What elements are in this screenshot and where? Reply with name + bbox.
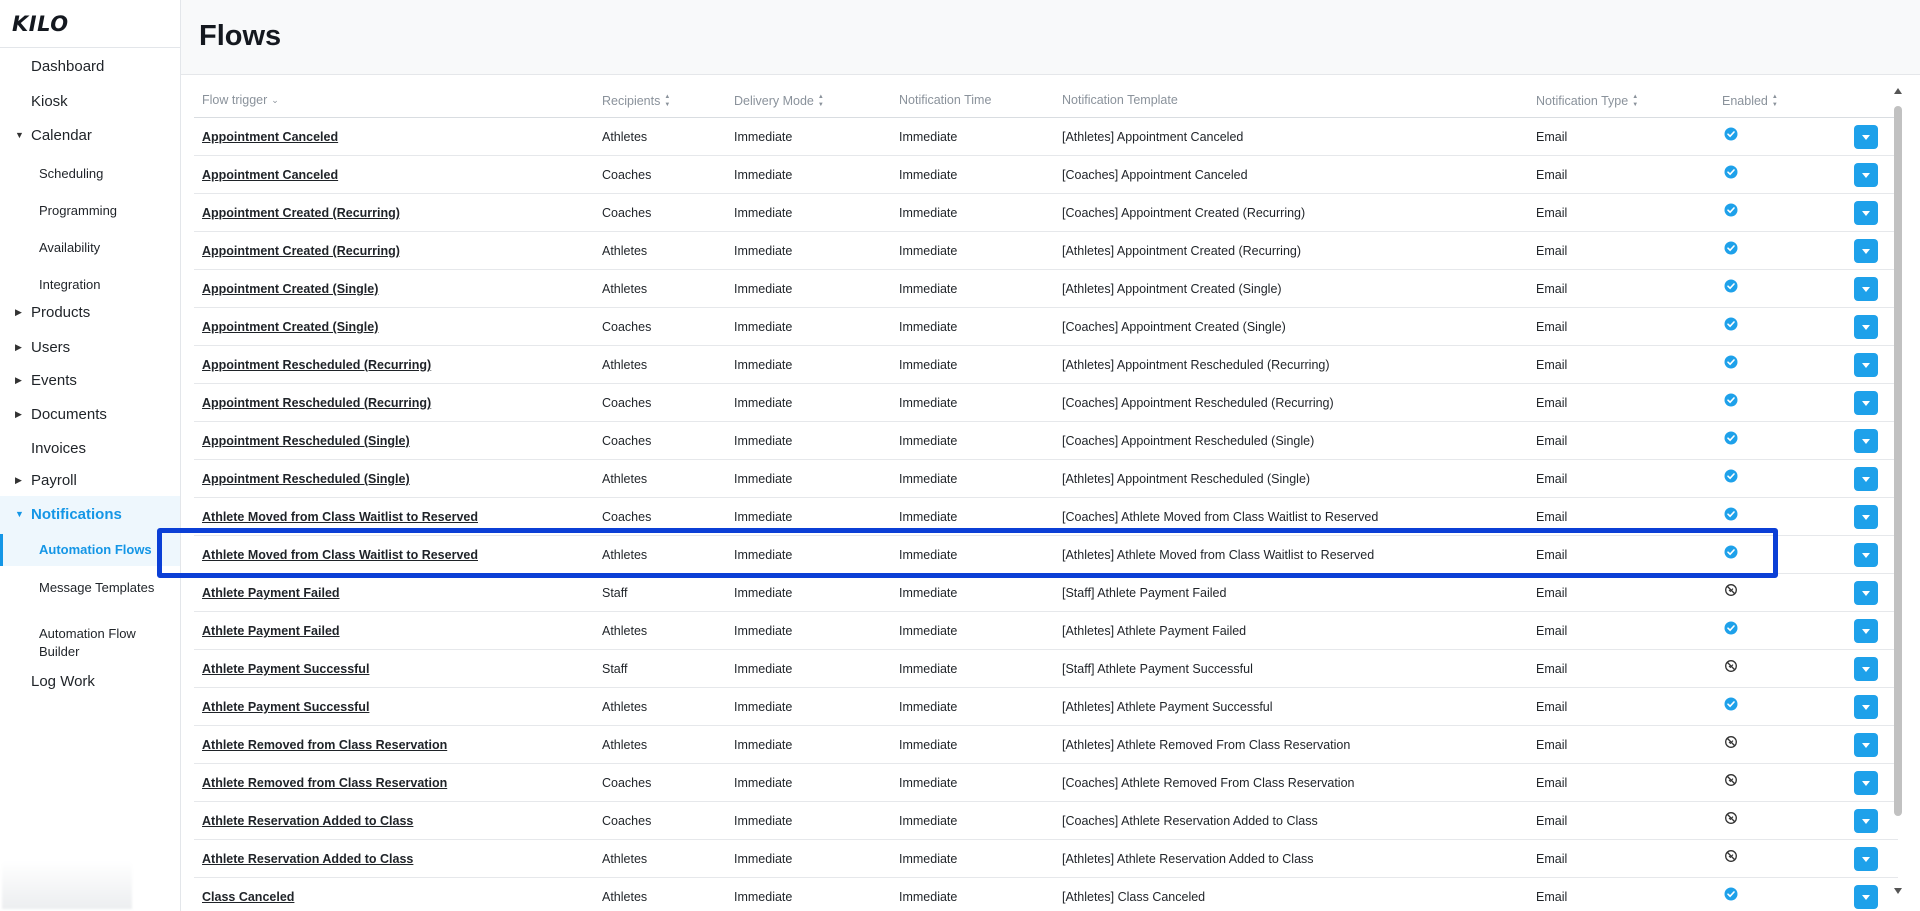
cell-recipients: Staff xyxy=(602,586,628,600)
column-header-label: Recipients xyxy=(602,94,661,108)
sort-icon[interactable]: ▲ ▼ xyxy=(817,94,824,108)
row-actions-dropdown-button[interactable] xyxy=(1854,429,1878,453)
cell-template: [Athletes] Athlete Reservation Added to Class xyxy=(1062,852,1314,866)
row-actions-dropdown-button[interactable] xyxy=(1854,163,1878,187)
disabled-circle-icon xyxy=(1724,811,1738,825)
sidebar-item-label: Products xyxy=(31,304,91,321)
main-content xyxy=(181,0,1920,911)
column-header-flow-trigger[interactable] xyxy=(202,93,279,107)
table-row[interactable] xyxy=(194,232,1898,270)
row-actions-dropdown-button[interactable] xyxy=(1854,277,1878,301)
flow-trigger-link[interactable]: Athlete Payment Failed xyxy=(202,624,340,638)
cell-time: Immediate xyxy=(899,206,958,220)
flow-trigger-link[interactable]: Appointment Created (Single) xyxy=(202,320,379,334)
cell-type: Email xyxy=(1536,434,1568,448)
cell-mode: Immediate xyxy=(734,738,793,752)
cell-mode: Immediate xyxy=(734,358,793,372)
cell-time: Immediate xyxy=(899,282,958,296)
cell-template: [Coaches] Appointment Canceled xyxy=(1062,168,1248,182)
cell-type: Email xyxy=(1536,814,1568,828)
flow-trigger-link[interactable]: Athlete Payment Failed xyxy=(202,586,340,600)
table-row[interactable] xyxy=(194,498,1898,536)
cell-template: [Athletes] Athlete Payment Successful xyxy=(1062,700,1273,714)
sidebar-item-label: Payroll xyxy=(31,472,77,489)
sidebar-item-payroll[interactable] xyxy=(0,464,180,498)
check-circle-icon xyxy=(1724,469,1738,483)
flow-trigger-link[interactable]: Appointment Canceled xyxy=(202,168,339,182)
cell-recipients: Athletes xyxy=(602,244,648,258)
table-row[interactable] xyxy=(194,384,1898,422)
table-row[interactable] xyxy=(194,840,1898,878)
cell-recipients: Athletes xyxy=(602,700,648,714)
cell-template: [Athletes] Class Canceled xyxy=(1062,890,1206,904)
cell-recipients: Coaches xyxy=(602,434,652,448)
cell-mode: Immediate xyxy=(734,662,793,676)
cell-mode: Immediate xyxy=(734,814,793,828)
flow-trigger-link[interactable]: Athlete Reservation Added to Class xyxy=(202,814,414,828)
cell-template: [Coaches] Appointment Created (Single) xyxy=(1062,320,1286,334)
sidebar-item-label: Log Work xyxy=(31,673,95,690)
flow-trigger-link[interactable]: Athlete Removed from Class Reservation xyxy=(202,738,448,752)
column-header-label: Enabled xyxy=(1722,94,1768,108)
cell-type: Email xyxy=(1536,776,1568,790)
table-row[interactable] xyxy=(194,878,1898,911)
cell-time: Immediate xyxy=(899,434,958,448)
cell-recipients: Athletes xyxy=(602,738,648,752)
cell-recipients: Coaches xyxy=(602,320,652,334)
table-row[interactable] xyxy=(194,650,1898,688)
user-profile-blurred[interactable] xyxy=(2,861,132,909)
check-circle-icon xyxy=(1724,203,1738,217)
column-header-delivery-mode[interactable] xyxy=(734,93,824,109)
cell-type: Email xyxy=(1536,510,1568,524)
cell-template: [Coaches] Athlete Reservation Added to Class xyxy=(1062,814,1318,828)
cell-type: Email xyxy=(1536,890,1568,904)
cell-mode: Immediate xyxy=(734,624,793,638)
column-header-notification-template xyxy=(1062,93,1178,107)
cell-type: Email xyxy=(1536,548,1568,562)
sidebar-item-products[interactable] xyxy=(0,296,180,330)
sidebar-item-dashboard[interactable] xyxy=(0,50,180,84)
sidebar-item-log-work[interactable] xyxy=(0,665,180,699)
cell-recipients: Athletes xyxy=(602,472,648,486)
sidebar-item-notifications[interactable] xyxy=(0,496,180,534)
sidebar-item-label: Kiosk xyxy=(31,93,68,110)
cell-template: [Athletes] Athlete Removed From Class Reservation xyxy=(1062,738,1351,752)
cell-time: Immediate xyxy=(899,168,958,182)
cell-recipients: Coaches xyxy=(602,510,652,524)
column-header-label: Delivery Mode xyxy=(734,94,814,108)
table-row[interactable] xyxy=(194,764,1898,802)
check-circle-icon xyxy=(1724,697,1738,711)
sidebar-item-label: Calendar xyxy=(31,127,92,144)
disabled-circle-icon xyxy=(1724,849,1738,863)
sidebar-item-label: Integration xyxy=(39,277,101,292)
sidebar-item-label: Dashboard xyxy=(31,58,105,75)
cell-mode: Immediate xyxy=(734,852,793,866)
cell-template: [Staff] Athlete Payment Successful xyxy=(1062,662,1253,676)
sidebar-item-scheduling[interactable] xyxy=(0,157,180,191)
cell-type: Email xyxy=(1536,206,1568,220)
cell-recipients: Staff xyxy=(602,662,628,676)
cell-template: [Athletes] Appointment Created (Recurring) xyxy=(1062,244,1302,258)
cell-type: Email xyxy=(1536,320,1568,334)
cell-template: [Athletes] Athlete Payment Failed xyxy=(1062,624,1247,638)
sidebar-item-kiosk[interactable] xyxy=(0,85,180,119)
flow-trigger-link[interactable]: Appointment Created (Single) xyxy=(202,282,379,296)
cell-time: Immediate xyxy=(899,548,958,562)
cell-type: Email xyxy=(1536,662,1568,676)
flow-trigger-link[interactable]: Appointment Created (Recurring) xyxy=(202,206,400,220)
cell-type: Email xyxy=(1536,586,1568,600)
cell-mode: Immediate xyxy=(734,168,793,182)
check-circle-icon xyxy=(1724,165,1738,179)
cell-recipients: Athletes xyxy=(602,548,648,562)
sidebar-item-label: Availability xyxy=(39,240,101,255)
cell-time: Immediate xyxy=(899,852,958,866)
sidebar-item-label: Message Templates xyxy=(39,580,155,595)
cell-mode: Immediate xyxy=(734,206,793,220)
flow-trigger-link[interactable]: Appointment Canceled xyxy=(202,130,339,144)
cell-type: Email xyxy=(1536,168,1568,182)
flow-trigger-link[interactable]: Athlete Moved from Class Waitlist to Reserved xyxy=(202,548,478,562)
cell-recipients: Athletes xyxy=(602,852,648,866)
flow-trigger-link[interactable]: Athlete Moved from Class Waitlist to Reserved xyxy=(202,510,478,524)
logo-text: KILO xyxy=(12,11,69,36)
check-circle-icon xyxy=(1724,621,1738,635)
cell-recipients: Coaches xyxy=(602,776,652,790)
column-header-label: Flow trigger xyxy=(202,93,268,107)
check-circle-icon xyxy=(1724,317,1738,331)
cell-recipients: Athletes xyxy=(602,282,648,296)
cell-template: [Athletes] Appointment Rescheduled (Single) xyxy=(1062,472,1311,486)
flow-trigger-link[interactable]: Appointment Rescheduled (Single) xyxy=(202,434,410,448)
check-circle-icon xyxy=(1724,279,1738,293)
cell-type: Email xyxy=(1536,700,1568,714)
check-circle-icon xyxy=(1724,127,1738,141)
row-actions-dropdown-button[interactable] xyxy=(1854,809,1878,833)
sidebar-item-availability[interactable] xyxy=(0,231,180,265)
scroll-thumb[interactable] xyxy=(1894,106,1902,816)
flow-trigger-link[interactable]: Appointment Created (Recurring) xyxy=(202,244,400,258)
sort-icon[interactable]: ▲ ▼ xyxy=(664,94,671,108)
cell-recipients: Coaches xyxy=(602,168,652,182)
cell-type: Email xyxy=(1536,282,1568,296)
row-actions-dropdown-button[interactable] xyxy=(1854,885,1878,909)
scroll-down-arrow-icon[interactable] xyxy=(1894,888,1902,894)
table-row[interactable] xyxy=(194,346,1898,384)
row-actions-dropdown-button[interactable] xyxy=(1854,581,1878,605)
flow-trigger-link[interactable]: Appointment Rescheduled (Recurring) xyxy=(202,396,432,410)
column-header-recipients[interactable] xyxy=(602,93,670,109)
caret-down-icon[interactable]: ▼ xyxy=(15,130,24,140)
row-actions-dropdown-button[interactable] xyxy=(1854,543,1878,567)
flow-trigger-link[interactable]: Athlete Payment Successful xyxy=(202,662,370,676)
sidebar-item-label: Automation Flow Builder xyxy=(39,626,136,659)
chevron-down-icon[interactable]: ⌄ xyxy=(271,95,279,105)
cell-time: Immediate xyxy=(899,396,958,410)
table-row[interactable] xyxy=(194,726,1898,764)
sidebar-item-calendar[interactable] xyxy=(0,119,180,153)
cell-mode: Immediate xyxy=(734,548,793,562)
page-title: Flows xyxy=(199,20,282,52)
caret-down-icon[interactable]: ▼ xyxy=(15,509,24,519)
cell-mode: Immediate xyxy=(734,586,793,600)
table-row[interactable] xyxy=(194,118,1898,156)
row-actions-dropdown-button[interactable] xyxy=(1854,391,1878,415)
disabled-circle-icon xyxy=(1724,735,1738,749)
row-actions-dropdown-button[interactable] xyxy=(1854,657,1878,681)
cell-time: Immediate xyxy=(899,662,958,676)
sidebar-item-label: Users xyxy=(31,339,71,356)
row-actions-dropdown-button[interactable] xyxy=(1854,505,1878,529)
row-actions-dropdown-button[interactable] xyxy=(1854,695,1878,719)
cell-time: Immediate xyxy=(899,814,958,828)
cell-type: Email xyxy=(1536,130,1568,144)
cell-time: Immediate xyxy=(899,700,958,714)
cell-mode: Immediate xyxy=(734,282,793,296)
scroll-up-arrow-icon[interactable] xyxy=(1894,88,1902,94)
row-actions-dropdown-button[interactable] xyxy=(1854,771,1878,795)
disabled-circle-icon xyxy=(1724,583,1738,597)
table-row[interactable] xyxy=(194,802,1898,840)
table-header xyxy=(194,84,1898,118)
sidebar-item-label: Notifications xyxy=(31,506,122,523)
cell-recipients: Coaches xyxy=(602,206,652,220)
cell-time: Immediate xyxy=(899,586,958,600)
table-row[interactable] xyxy=(194,460,1898,498)
caret-right-icon[interactable]: ▶ xyxy=(15,375,22,385)
cell-time: Immediate xyxy=(899,776,958,790)
cell-template: [Coaches] Athlete Moved from Class Waitlist to Reserved xyxy=(1062,510,1379,524)
row-actions-dropdown-button[interactable] xyxy=(1854,733,1878,757)
cell-time: Immediate xyxy=(899,130,958,144)
sidebar-item-label: Automation Flows xyxy=(39,542,152,557)
cell-template: [Coaches] Appointment Rescheduled (Recurring) xyxy=(1062,396,1334,410)
caret-right-icon[interactable]: ▶ xyxy=(15,307,22,317)
cell-time: Immediate xyxy=(899,890,958,904)
disabled-circle-icon xyxy=(1724,659,1738,673)
check-circle-icon xyxy=(1724,355,1738,369)
sidebar-item-events[interactable] xyxy=(0,364,180,398)
cell-template: [Coaches] Appointment Created (Recurring) xyxy=(1062,206,1306,220)
row-actions-dropdown-button[interactable] xyxy=(1854,619,1878,643)
row-actions-dropdown-button[interactable] xyxy=(1854,353,1878,377)
flow-trigger-link[interactable]: Appointment Rescheduled (Single) xyxy=(202,472,410,486)
cell-template: [Coaches] Appointment Rescheduled (Single) xyxy=(1062,434,1315,448)
cell-recipients: Athletes xyxy=(602,358,648,372)
sidebar-item-label: Invoices xyxy=(31,440,87,457)
check-circle-icon xyxy=(1724,545,1738,559)
sidebar-item-label: Programming xyxy=(39,203,118,218)
column-header-notification-time xyxy=(899,93,991,107)
check-circle-icon xyxy=(1724,241,1738,255)
flow-trigger-link[interactable]: Athlete Reservation Added to Class xyxy=(202,852,414,866)
sort-icon[interactable]: ▲ ▼ xyxy=(1771,94,1778,108)
cell-time: Immediate xyxy=(899,738,958,752)
cell-recipients: Athletes xyxy=(602,890,648,904)
check-circle-icon xyxy=(1724,887,1738,901)
sidebar-item-label: Documents xyxy=(31,406,107,423)
cell-time: Immediate xyxy=(899,510,958,524)
cell-time: Immediate xyxy=(899,244,958,258)
cell-type: Email xyxy=(1536,472,1568,486)
cell-mode: Immediate xyxy=(734,130,793,144)
table-row[interactable] xyxy=(194,194,1898,232)
column-header-label: Notification Type xyxy=(1536,94,1629,108)
cell-type: Email xyxy=(1536,396,1568,410)
cell-time: Immediate xyxy=(899,320,958,334)
sidebar-item-documents[interactable] xyxy=(0,398,180,432)
check-circle-icon xyxy=(1724,507,1738,521)
page-header xyxy=(181,0,1920,75)
cell-mode: Immediate xyxy=(734,700,793,714)
cell-mode: Immediate xyxy=(734,244,793,258)
column-header-enabled[interactable] xyxy=(1722,93,1778,109)
disabled-circle-icon xyxy=(1724,773,1738,787)
cell-mode: Immediate xyxy=(734,510,793,524)
flow-trigger-link[interactable]: Athlete Removed from Class Reservation xyxy=(202,776,448,790)
caret-right-icon[interactable]: ▶ xyxy=(15,342,22,352)
cell-type: Email xyxy=(1536,738,1568,752)
vertical-scrollbar[interactable] xyxy=(1891,88,1905,902)
caret-right-icon[interactable]: ▶ xyxy=(15,409,22,419)
column-header-label: Notification Time xyxy=(899,93,992,107)
table-row[interactable] xyxy=(194,612,1898,650)
caret-right-icon[interactable]: ▶ xyxy=(15,475,22,485)
table-row[interactable] xyxy=(194,270,1898,308)
row-actions-dropdown-button[interactable] xyxy=(1854,467,1878,491)
cell-type: Email xyxy=(1536,852,1568,866)
table-row[interactable] xyxy=(194,536,1898,574)
sidebar-item-invoices[interactable] xyxy=(0,432,180,466)
sidebar-item-label: Events xyxy=(31,372,77,389)
sidebar-item-automation-flows[interactable] xyxy=(0,534,180,566)
cell-time: Immediate xyxy=(899,472,958,486)
cell-mode: Immediate xyxy=(734,396,793,410)
check-circle-icon xyxy=(1724,431,1738,445)
cell-recipients: Athletes xyxy=(602,624,648,638)
table-row[interactable] xyxy=(194,688,1898,726)
table-row[interactable] xyxy=(194,422,1898,460)
row-actions-dropdown-button[interactable] xyxy=(1854,847,1878,871)
cell-mode: Immediate xyxy=(734,434,793,448)
row-actions-dropdown-button[interactable] xyxy=(1854,239,1878,263)
column-header-label: Notification Template xyxy=(1062,93,1178,107)
row-actions-dropdown-button[interactable] xyxy=(1854,201,1878,225)
cell-type: Email xyxy=(1536,244,1568,258)
check-circle-icon xyxy=(1724,393,1738,407)
flow-trigger-link[interactable]: Appointment Rescheduled (Recurring) xyxy=(202,358,432,372)
table-row[interactable] xyxy=(194,574,1898,612)
sidebar-item-label: Scheduling xyxy=(39,166,104,181)
cell-mode: Immediate xyxy=(734,472,793,486)
flow-trigger-link[interactable]: Athlete Payment Successful xyxy=(202,700,370,714)
cell-type: Email xyxy=(1536,358,1568,372)
sidebar xyxy=(0,0,181,911)
cell-time: Immediate xyxy=(899,358,958,372)
row-actions-dropdown-button[interactable] xyxy=(1854,315,1878,339)
cell-recipients: Coaches xyxy=(602,396,652,410)
cell-time: Immediate xyxy=(899,624,958,638)
table-row[interactable] xyxy=(194,308,1898,346)
cell-mode: Immediate xyxy=(734,776,793,790)
cell-template: [Athletes] Appointment Created (Single) xyxy=(1062,282,1282,296)
cell-mode: Immediate xyxy=(734,890,793,904)
cell-template: [Athletes] Athlete Moved from Class Waitlist to Reserved xyxy=(1062,548,1375,562)
sidebar-item-message-templates[interactable] xyxy=(0,571,180,605)
row-actions-dropdown-button[interactable] xyxy=(1854,125,1878,149)
sidebar-item-programming[interactable] xyxy=(0,194,180,228)
cell-template: [Athletes] Appointment Rescheduled (Recurring) xyxy=(1062,358,1330,372)
cell-template: [Athletes] Appointment Canceled xyxy=(1062,130,1244,144)
column-header-notification-type[interactable] xyxy=(1536,93,1638,109)
sidebar-item-automation-flow-builder[interactable] xyxy=(0,618,180,670)
table-row[interactable] xyxy=(194,156,1898,194)
cell-type: Email xyxy=(1536,624,1568,638)
cell-template: [Staff] Athlete Payment Failed xyxy=(1062,586,1227,600)
logo[interactable] xyxy=(0,0,180,48)
cell-recipients: Athletes xyxy=(602,130,648,144)
flow-trigger-link[interactable]: Class Canceled xyxy=(202,890,295,904)
cell-mode: Immediate xyxy=(734,320,793,334)
cell-recipients: Coaches xyxy=(602,814,652,828)
sort-icon[interactable]: ▲ ▼ xyxy=(1632,94,1639,108)
sidebar-item-users[interactable] xyxy=(0,331,180,365)
cell-template: [Coaches] Athlete Removed From Class Reservation xyxy=(1062,776,1355,790)
